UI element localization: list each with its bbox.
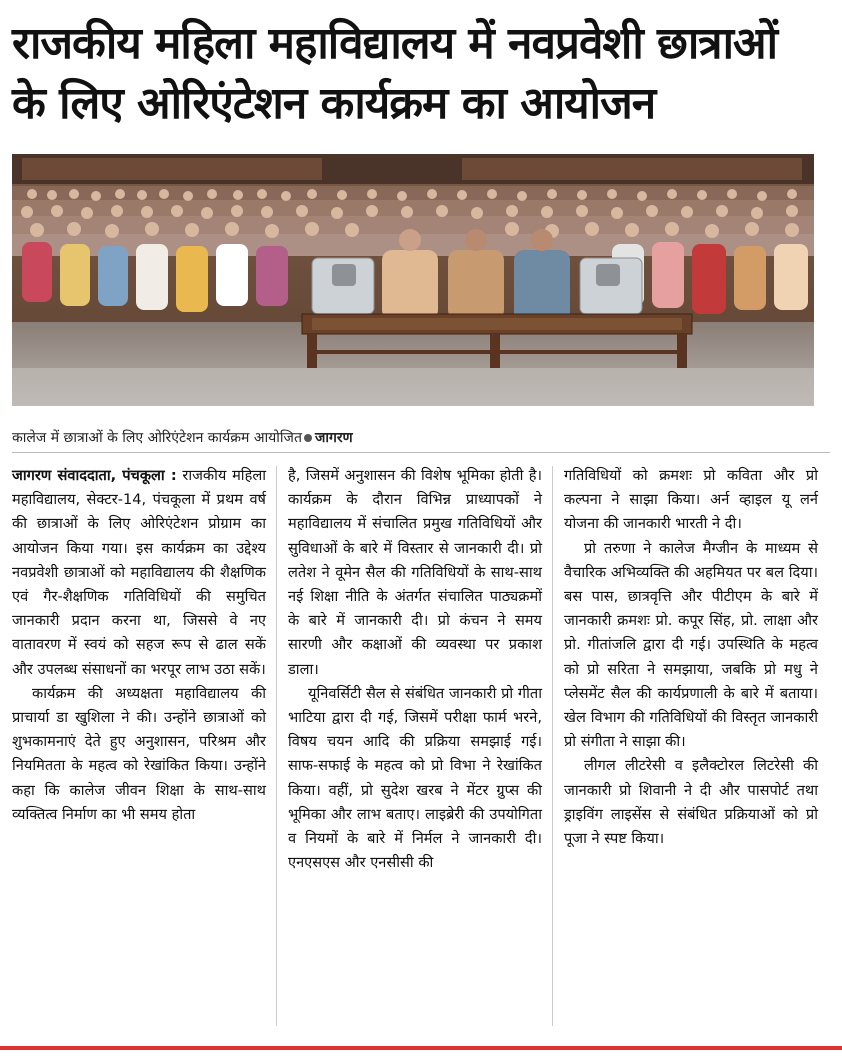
paragraph: लीगल लीटरेसी व इलैक्टोरल लिटरेसी की जानकारी प्रो शिवानी ने दी और पासपोर्ट तथा ड्राइविंग लाइसेंस से संबंधित प्रक्रियाओं को प्रो पूजा ने स्पष्ट किया।	[564, 757, 818, 848]
paragraph: कार्यक्रम की अध्यक्षता महाविद्यालय की प्राचार्या डा खुशिला ने की। उन्होंने छात्राओं को शुभकामनाएं देते हुए अनुशासन, परिश्रम और नियमितता के महत्व को रेखांकित किया। उन्होंने कहा कि कालेज जीवन शिक्षा के साथ-साथ व्यक्तित्व निर्माण का भी समय होता	[12, 684, 266, 823]
headline	[12, 14, 830, 134]
paragraph: है, जिसमें अनुशासन की विशेष भूमिका होती है। कार्यक्रम के दौरान विभिन्न प्राध्यापकों ने महाविद्यालय में संचालित प्रमुख गतिविधियों और सुविधाओं के बारे में विस्तार से जानकारी दी। प्रो लतेश ने वूमेन सैल की गतिविधियों के साथ-साथ नई शिक्षा नीति के अंतर्गत संचालित पाठ्यक्रमों के बारे में जानकारी दी। प्रो कंचन ने समय सारणी और कक्षाओं की व्यवस्था पर प्रकाश डाला।	[288, 467, 542, 678]
bottom-accent-rule	[0, 1046, 842, 1050]
headline-line-2: के लिए ओरिएंटेशन कार्यक्रम का आयोजन	[12, 78, 656, 129]
article-column-2	[288, 464, 542, 875]
article-photo	[12, 154, 814, 406]
column-divider	[552, 466, 553, 1026]
article-column-3	[564, 464, 818, 851]
photo-credit: जागरण	[314, 430, 353, 446]
paragraph: यूनिवर्सिटी सैल से संबंधित जानकारी प्रो गीता भाटिया द्वारा दी गई, जिसमें परीक्षा फार्म भरने, विषय चयन आदि की प्रक्रिया समझाई गई। साफ-सफाई के महत्व को प्रो विभा ने रेखांकित किया। वहीं, प्रो सुदेश खरब ने मेंटर ग्रुप्स की भूमिका और लाभ बताए। लाइब्रेरी की उपयोगिता व नियमों के बारे में निर्मल ने जानकारी दी। एनएसएस और एनसीसी की	[288, 684, 542, 872]
headline-line-1: राजकीय महिला महाविद्यालय में नवप्रवेशी छात्राओं	[12, 18, 777, 69]
paragraph: गतिविधियों को क्रमशः प्रो कविता और प्रो कल्पना ने साझा किया। अर्न व्हाइल यू लर्न योजना की जानकारी भारती ने दी।	[564, 467, 818, 533]
byline: जागरण संवाददाता, पंचकूला :	[12, 467, 177, 484]
photo-caption-line	[12, 428, 814, 448]
paragraph: राजकीय महिला महाविद्यालय, सेक्टर-14, पंचकूला में प्रथम वर्ष की छात्राओं के लिए ओरिएंटेशन प्रोग्राम का आयोजन किया गया। इस कार्यक्रम का उद्देश्य नवप्रवेशी छात्राओं को महाविद्यालय की शैक्षणिक एवं गैर-शैक्षणिक गतिविधियों की समुचित जानकारी प्रदान करना था, जिससे वे नए वातावरण में स्वयं को सहज रूप से ढाल सकें और उपलब्ध संसाधनों का भरपूर लाभ उठा सकें।	[12, 467, 266, 678]
bullet-icon	[304, 434, 312, 442]
auditorium-photo-illustration	[12, 154, 814, 406]
caption-divider	[12, 452, 830, 453]
photo-caption: कालेज में छात्राओं के लिए ओरिएंटेशन कार्यक्रम आयोजित	[12, 430, 302, 446]
column-divider	[276, 466, 277, 1026]
paragraph: प्रो तरुणा ने कालेज मैग्जीन के माध्यम से वैचारिक अभिव्यक्ति की अहमियत पर बल दिया। बस पास, छात्रवृत्ति और पीटीएम के बारे में जानकारी क्रमशः प्रो. कपूर सिंह, प्रो. लाक्षा और प्रो. गीतांजलि द्वारा दी गई। उपस्थिति के महत्व को प्रो सरिता ने समझाया, जबकि प्रो मधु ने प्लेसमेंट सैल की कार्यप्रणाली के बारे में बताया। खेल विभाग की गतिविधियों की विस्तृत जानकारी प्रो संगीता ने साझा की।	[564, 539, 818, 751]
article-column-1	[12, 464, 266, 827]
